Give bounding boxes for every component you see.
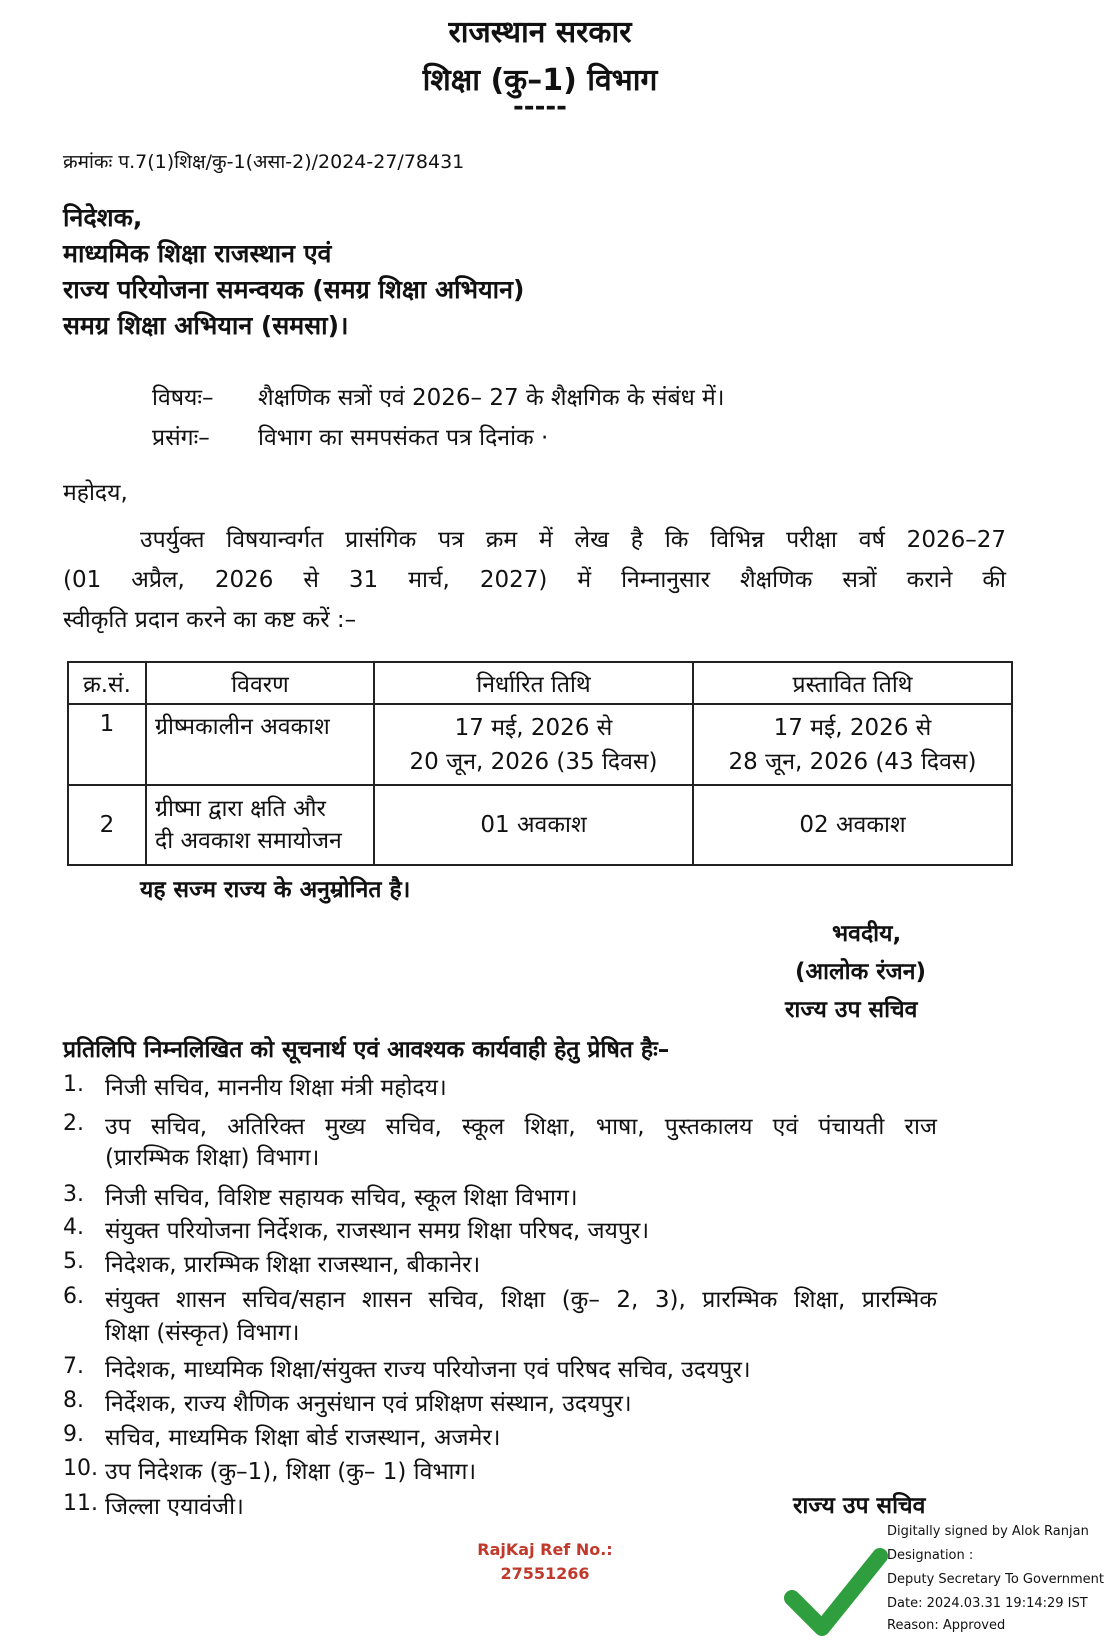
list-number: 5. <box>63 1249 84 1274</box>
check-icon <box>786 1548 886 1640</box>
description-line: ग्रीष्मा द्वारा क्षति और <box>155 796 326 822</box>
table-cell <box>374 704 693 785</box>
table-header-row <box>68 662 1012 704</box>
scheduled-date-end: 20 जून, 2026 (35 दिवस) <box>409 748 658 775</box>
table-row <box>68 785 1012 865</box>
table-header: क्र.सं. <box>68 662 146 704</box>
list-item: संयुक्त परियोजना निर्देशक, राजस्थान समग्र शिक्षा परिषद, जयपुर। <box>105 1218 650 1244</box>
table-cell: 2 <box>68 785 146 865</box>
list-number: 11. <box>63 1491 98 1516</box>
holiday-schedule-table <box>67 661 1013 866</box>
digital-signature-date: Date: 2024.03.31 19:14:29 IST <box>887 1596 1088 1611</box>
copy-to-heading: प्रतिलिपि निम्नलिखित को सूचनार्थ एवं आवश्यक कार्यवाही हेतु प्रेषित हैः– <box>63 1037 670 1063</box>
addressee-line: समग्र शिक्षा अभियान (समसा)। <box>63 311 349 340</box>
list-item: निजी सचिव, विशिष्ट सहायक सचिव, स्कूल शिक्षा विभाग। <box>105 1185 578 1211</box>
rajkaj-ref-number: 27551266 <box>500 1564 590 1583</box>
list-number: 1. <box>63 1072 84 1097</box>
digital-signature-designation: Deputy Secretary To Government <box>887 1572 1104 1587</box>
government-title: राजस्थान सरकार <box>448 15 632 50</box>
list-item: निजी सचिव, माननीय शिक्षा मंत्री महोदय। <box>105 1075 447 1101</box>
table-cell <box>146 785 374 865</box>
proposed-date-start: 17 मई, 2026 से <box>773 714 932 741</box>
salutation: महोदय, <box>63 480 128 506</box>
header-separator: ----- <box>513 92 567 122</box>
table-cell: 1 <box>68 704 146 785</box>
list-item: जिल्ला एयावंजी। <box>105 1494 244 1520</box>
table-header: प्रस्तावित तिथि <box>693 662 1012 704</box>
addressee-line: निदेशक, <box>63 203 143 232</box>
department-title: शिक्षा (कु–1) विभाग <box>422 63 658 98</box>
list-number: 10. <box>63 1456 98 1481</box>
closing: भवदीय, <box>832 921 902 947</box>
footer-signatory: राज्य उप सचिव <box>793 1493 926 1519</box>
rajkaj-ref-label: RajKaj Ref No.: <box>477 1540 613 1559</box>
list-number: 2. <box>63 1111 84 1136</box>
table-cell: ग्रीष्मकालीन अवकाश <box>146 704 374 785</box>
list-number: 8. <box>63 1388 84 1413</box>
reference-text: विभाग का समपसंकत पत्र दिनांक · <box>258 425 549 451</box>
subject-text: शैक्षणिक सत्रों एवं 2026– 27 के शैक्षगिक के संबंध में। <box>258 385 725 411</box>
body-line: स्वीकृति प्रदान करने का कष्ट करें :– <box>63 607 357 633</box>
list-item: उप सचिव, अतिरिक्त मुख्य सचिव, स्कूल शिक्षा, भाषा, पुस्तकालय एवं पंचायती राज <box>105 1114 937 1140</box>
body-line: उपर्युक्त विषयान्वर्गत प्रासंगिक पत्र क्रम में लेख है कि विभिन्न परीक्षा वर्ष 2026–27 <box>140 527 1006 553</box>
list-number: 3. <box>63 1182 84 1207</box>
approval-note: यह सज्म राज्य के अनुम्रोनित है। <box>140 877 411 903</box>
list-number: 4. <box>63 1215 84 1240</box>
table-header: निर्धारित तिथि <box>374 662 693 704</box>
list-item-continuation: शिक्षा (संस्कृत) विभाग। <box>105 1320 300 1346</box>
addressee-line: राज्य परियोजना समन्वयक (समग्र शिक्षा अभियान) <box>63 275 525 304</box>
list-item: निदेशक, माध्यमिक शिक्षा/संयुक्त राज्य परियोजना एवं परिषद सचिव, उदयपुर। <box>105 1357 751 1383</box>
table-cell: 01 अवकाश <box>374 785 693 865</box>
list-number: 9. <box>63 1422 84 1447</box>
subject-label: विषयः– <box>152 385 214 411</box>
list-item: निर्देशक, राज्य शैणिक अनुसंधान एवं प्रशिक्षण संस्थान, उदयपुर। <box>105 1391 632 1417</box>
table-cell <box>693 704 1012 785</box>
table-header: विवरण <box>146 662 374 704</box>
digital-signature-designation-label: Designation : <box>887 1548 974 1563</box>
list-number: 7. <box>63 1354 84 1379</box>
scheduled-date-start: 17 मई, 2026 से <box>454 714 613 741</box>
proposed-date-end: 28 जून, 2026 (43 दिवस) <box>728 748 977 775</box>
signatory-name: (आलोक रंजन) <box>795 959 926 985</box>
list-item-continuation: (प्रारम्भिक शिक्षा) विभाग। <box>105 1145 320 1171</box>
list-number: 6. <box>63 1284 84 1309</box>
reference-label: प्रसंगः– <box>152 425 210 451</box>
body-line: (01 अप्रैल, 2026 से 31 मार्च, 2027) में निम्नानुसार शैक्षणिक सत्रों कराने की <box>63 567 1006 593</box>
list-item: निदेशक, प्रारम्भिक शिक्षा राजस्थान, बीकानेर। <box>105 1252 481 1278</box>
signatory-title: राज्य उप सचिव <box>785 997 918 1023</box>
reference-number: क्रमांकः प.7(1)शिक्ष/कु-1(असा-2)/2024-27/78431 <box>63 151 465 173</box>
addressee-line: माध्यमिक शिक्षा राजस्थान एवं <box>63 239 332 268</box>
table-row <box>68 704 1012 785</box>
list-item: उप निदेशक (कु–1), शिक्षा (कु– 1) विभाग। <box>105 1459 477 1485</box>
digital-signature-signed-by: Digitally signed by Alok Ranjan <box>887 1524 1089 1539</box>
table-cell: 02 अवकाश <box>693 785 1012 865</box>
list-item: संयुक्त शासन सचिव/सहान शासन सचिव, शिक्षा (कु– 2, 3), प्रारम्भिक शिक्षा, प्रारम्भिक <box>105 1287 937 1313</box>
list-item: सचिव, माध्यमिक शिक्षा बोर्ड राजस्थान, अजमेर। <box>105 1425 501 1451</box>
description-line: दी अवकाश समायोजन <box>155 828 342 854</box>
digital-signature-reason: Reason: Approved <box>887 1618 1006 1633</box>
